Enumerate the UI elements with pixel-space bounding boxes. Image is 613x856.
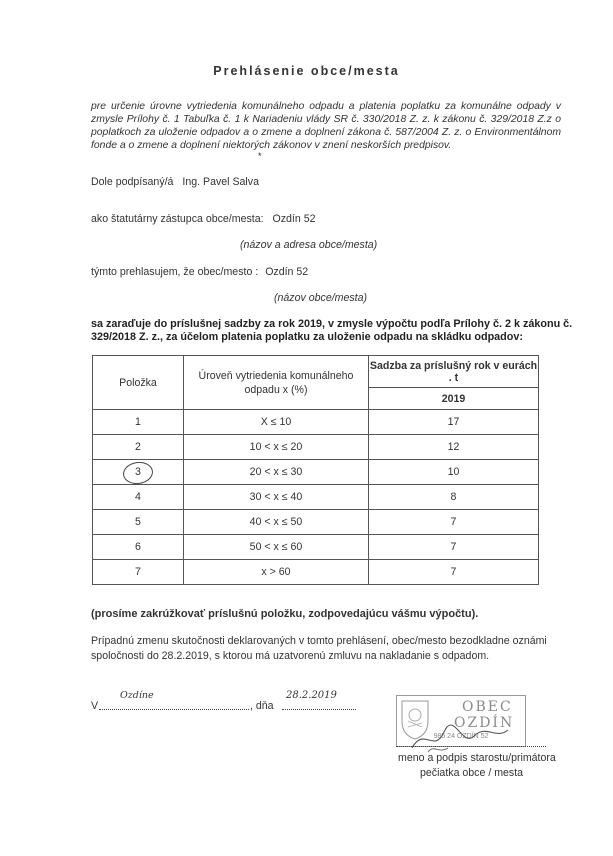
signer-row — [91, 176, 259, 188]
place-handwritten: Ozdíne — [120, 690, 154, 701]
circle-instruction: (prosíme zakrúžkovať príslušnú položku, zodpovedajúcu vášmu výpočtu). — [91, 608, 479, 620]
signer-name: Ing. Pavel Salva — [182, 176, 259, 188]
table-row — [93, 435, 539, 460]
date-label: , dňa — [250, 700, 274, 712]
row-item: 5 — [93, 510, 184, 535]
row-item: 1 — [93, 410, 184, 435]
stamp-line-3: 985 24 OZDÍN 52 — [433, 733, 489, 740]
hand-drawn-circle — [122, 460, 155, 486]
statutory-value: Ozdín 52 — [272, 213, 316, 225]
row-rate: 10 — [369, 460, 539, 485]
row-level: X ≤ 10 — [184, 410, 369, 435]
row-rate: 8 — [369, 485, 539, 510]
table-row — [93, 410, 539, 435]
declare-value: Ozdín 52 — [265, 266, 309, 278]
classification-paragraph: sa zaraďuje do príslušnej sadzby za rok 2019, v zmysle výpočtu podľa Prílohy č. 2 k zákonu č. 329/2018 Z. z., za účelom platenia poplatku za uloženie odpadu na skládku odpadov: — [91, 318, 573, 343]
declare-label: týmto prehlasujem, že obec/mesto : — [91, 266, 259, 278]
row-level: 10 < x ≤ 20 — [184, 435, 369, 460]
row-item: 2 — [93, 435, 184, 460]
signature-scribble — [404, 718, 514, 756]
signature-dotted-line — [396, 746, 546, 747]
table-row — [93, 560, 539, 585]
header-level: Úroveň vytriedenia komunálneho odpadu x (%) — [184, 356, 369, 410]
place-label: V — [91, 700, 99, 712]
name-hint: (názov obce/mesta) — [274, 292, 368, 304]
place-dotted-line — [99, 709, 249, 710]
row-level: 50 < x ≤ 60 — [184, 535, 369, 560]
row-rate: 7 — [369, 560, 539, 585]
row-item: 6 — [93, 535, 184, 560]
table-row — [93, 485, 539, 510]
declare-row — [91, 266, 308, 278]
row-level: 30 < x ≤ 40 — [184, 485, 369, 510]
stamp-caption: pečiatka obce / mesta — [420, 767, 524, 779]
table-row — [93, 460, 539, 485]
row-item: 4 — [93, 485, 184, 510]
date-handwritten: 28.2.2019 — [286, 690, 337, 701]
header-rate: Sadzba za príslušný rok v eurách . t — [369, 356, 539, 388]
row-item — [93, 460, 184, 485]
change-notice: Prípadnú zmenu skutočnosti deklarovaných v tomto prehlásení, obec/mesto bezodkladne oznámi spoločnosti do 28.2.2019, s ktorou má uzatvorenú zmluvu na nakladanie s odpadom. — [91, 635, 547, 662]
header-year: 2019 — [369, 388, 539, 410]
header-item: Položka — [93, 356, 184, 410]
signer-label: Dole podpísaný/á — [91, 176, 174, 188]
signature-caption: meno a podpis starostu/primátora — [398, 752, 556, 764]
row-item-text: 3 — [135, 466, 141, 478]
row-level: 20 < x ≤ 30 — [184, 460, 369, 485]
document-title: Prehlásenie obce/mesta — [213, 64, 400, 78]
row-level: x > 60 — [184, 560, 369, 585]
address-hint: (názov a adresa obce/mesta) — [240, 239, 378, 251]
table-row — [93, 535, 539, 560]
stamp-line-2: OZDÍN — [454, 715, 515, 731]
row-rate: 17 — [369, 410, 539, 435]
stamp-line-1: OBEC — [462, 699, 513, 715]
asterisk-mark: * — [258, 151, 262, 161]
date-dotted-line — [282, 709, 356, 710]
statutory-row — [91, 213, 316, 225]
statutory-label: ako štatutárny zástupca obce/mesta: — [91, 213, 264, 225]
intro-paragraph: pre určenie úrovne vytriedenia komunálneho odpadu a platenia poplatku za komunálne odpady v zmysle Prílohy č. 1 Tabuľka č. 1 k Nariadeniu vlády SR č. 330/2018 Z. z. k zákonu č. 329/2018 Z.z o poplatkoch za uloženie odpadov a o zmene a doplnení zákona č. 587/2004 Z. z. o Environmentálnom fonde a o zmene a doplnení niektorých zákonov v znení neskorších predpisov. — [91, 101, 561, 151]
row-rate: 12 — [369, 435, 539, 460]
row-item: 7 — [93, 560, 184, 585]
table-row — [93, 510, 539, 535]
row-rate: 7 — [369, 510, 539, 535]
row-level: 40 < x ≤ 50 — [184, 510, 369, 535]
rate-table — [92, 355, 539, 585]
row-rate: 7 — [369, 535, 539, 560]
